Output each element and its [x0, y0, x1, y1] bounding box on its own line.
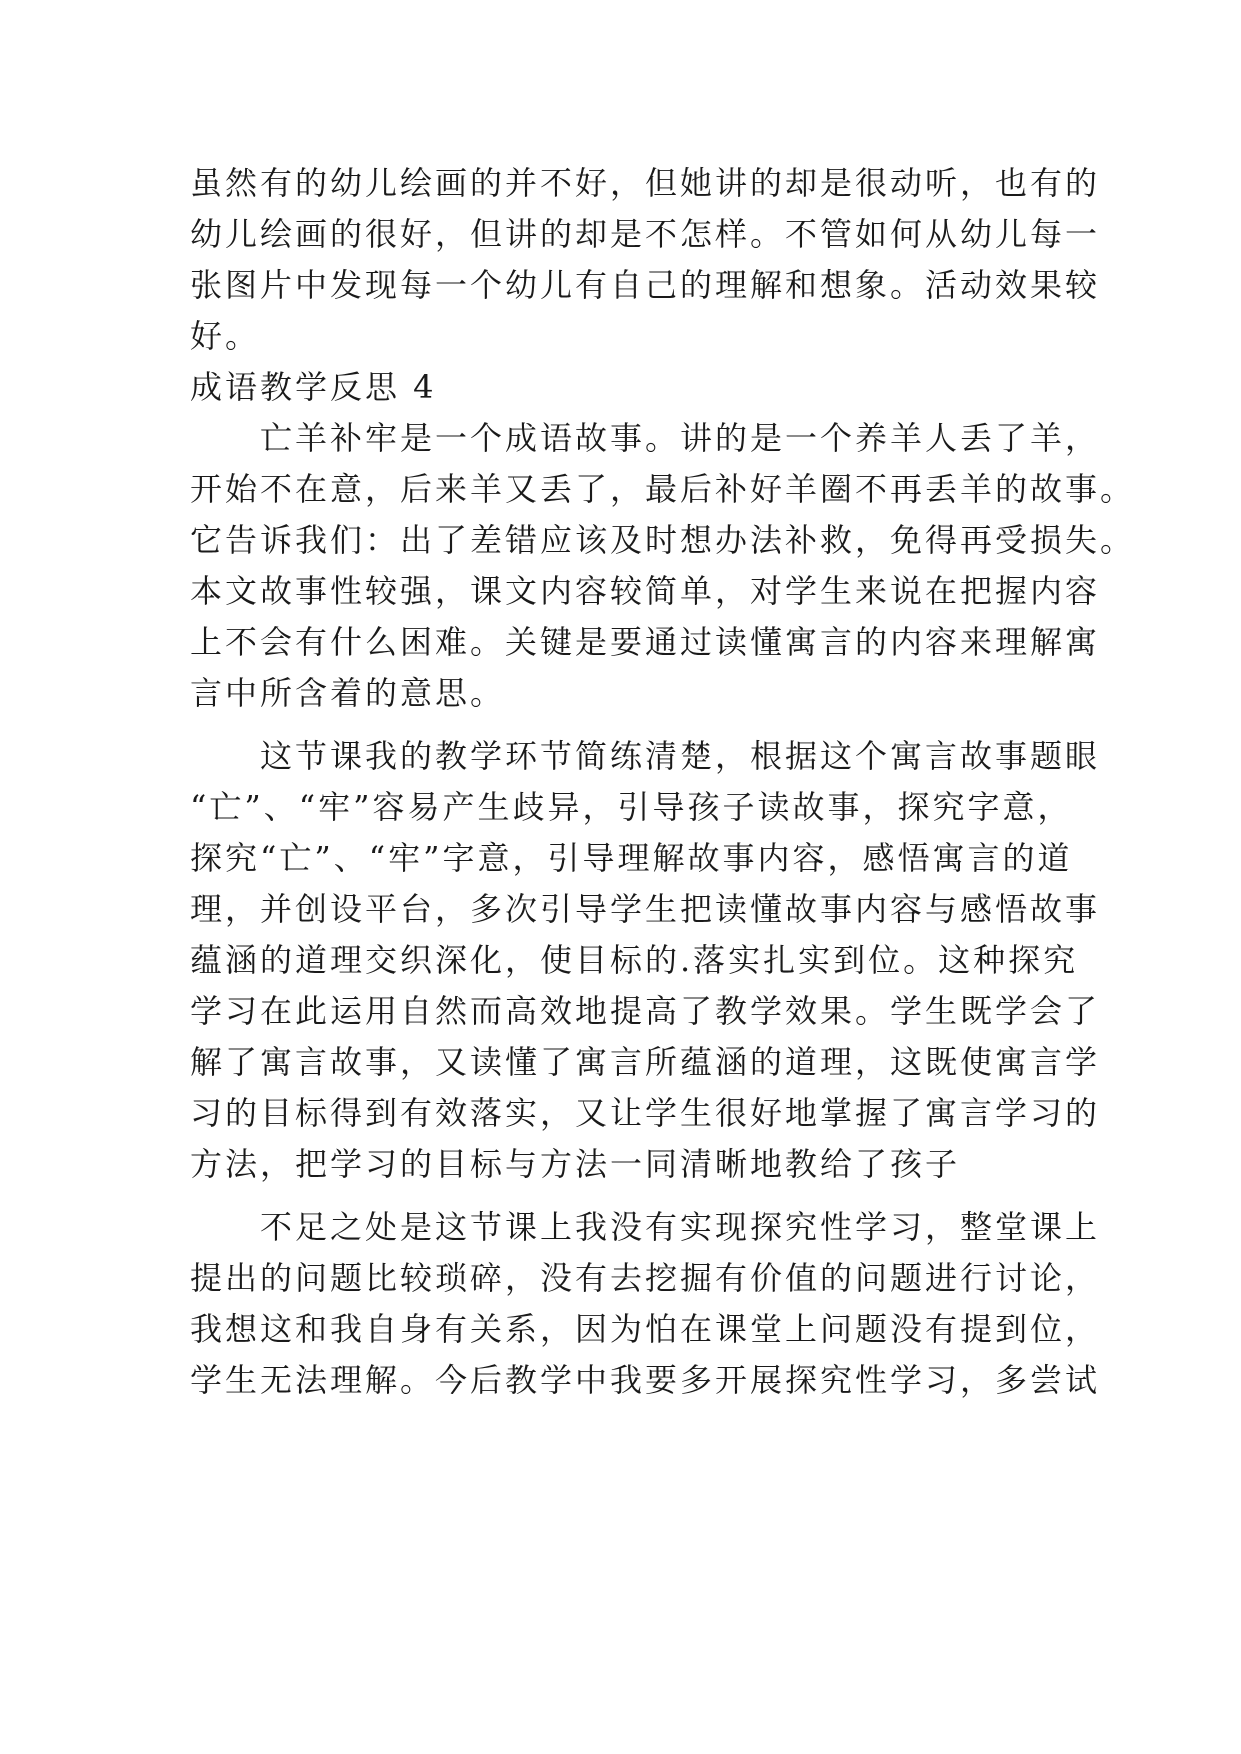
- text-line: 我想这和我自身有关系，因为怕在课堂上问题没有提到位，: [190, 1310, 1101, 1348]
- text-line: 不足之处是这节课上我没有实现探究性学习，整堂课上: [190, 1208, 1101, 1246]
- text-line: 学习在此运用自然而高效地提高了教学效果。学生既学会了: [190, 992, 1101, 1030]
- text-line: 言中所含着的意思。: [190, 674, 506, 712]
- paragraph-gap: [190, 719, 1050, 731]
- text-line: 亡羊补牢是一个成语故事。讲的是一个养羊人丢了羊，: [190, 419, 1101, 457]
- section-heading: 成语教学反思 4: [190, 368, 437, 406]
- text-line: 虽然有的幼儿绘画的并不好，但她讲的却是很动听，也有的: [190, 164, 1101, 202]
- text-line: 方法，把学习的目标与方法一同清晰地教给了孩子: [190, 1145, 961, 1183]
- text-line: 幼儿绘画的很好，但讲的却是不怎样。不管如何从幼儿每一: [190, 215, 1101, 253]
- paragraph-gap: [190, 1190, 1050, 1202]
- text-line: 上不会有什么困难。关键是要通过读懂寓言的内容来理解寓: [190, 623, 1101, 661]
- text-line: 开始不在意，后来羊又丢了，最后补好羊圈不再丢羊的故事。: [190, 470, 1136, 508]
- text-line: 本文故事性较强，课文内容较简单，对学生来说在把握内容: [190, 572, 1101, 610]
- text-line: “亡”、“牢”容易产生歧异，引导孩子读故事，探究字意，: [190, 788, 1073, 826]
- text-line: 提出的问题比较琐碎，没有去挖掘有价值的问题进行讨论，: [190, 1259, 1101, 1297]
- text-line: 好。: [190, 317, 261, 355]
- document-body: [190, 158, 1136, 1406]
- text-line: 习的目标得到有效落实，又让学生很好地掌握了寓言学习的: [190, 1094, 1101, 1132]
- text-line: 探究“亡”、“牢”字意，引导理解故事内容，感悟寓言的道: [190, 839, 1073, 877]
- text-line: 解了寓言故事，又读懂了寓言所蕴涵的道理，这既使寓言学: [190, 1043, 1101, 1081]
- text-line: 张图片中发现每一个幼儿有自己的理解和想象。活动效果较: [190, 266, 1101, 304]
- text-line: 学生无法理解。今后教学中我要多开展探究性学习，多尝试: [190, 1361, 1101, 1399]
- text-line: 它告诉我们：出了差错应该及时想办法补救，免得再受损失。: [190, 521, 1136, 559]
- text-line: 蕴涵的道理交织深化，使目标的.落实扎实到位。这种探究: [190, 941, 1079, 979]
- text-line: 理，并创设平台，多次引导学生把读懂故事内容与感悟故事: [190, 890, 1101, 928]
- text-line: 这节课我的教学环节简练清楚，根据这个寓言故事题眼: [190, 737, 1101, 775]
